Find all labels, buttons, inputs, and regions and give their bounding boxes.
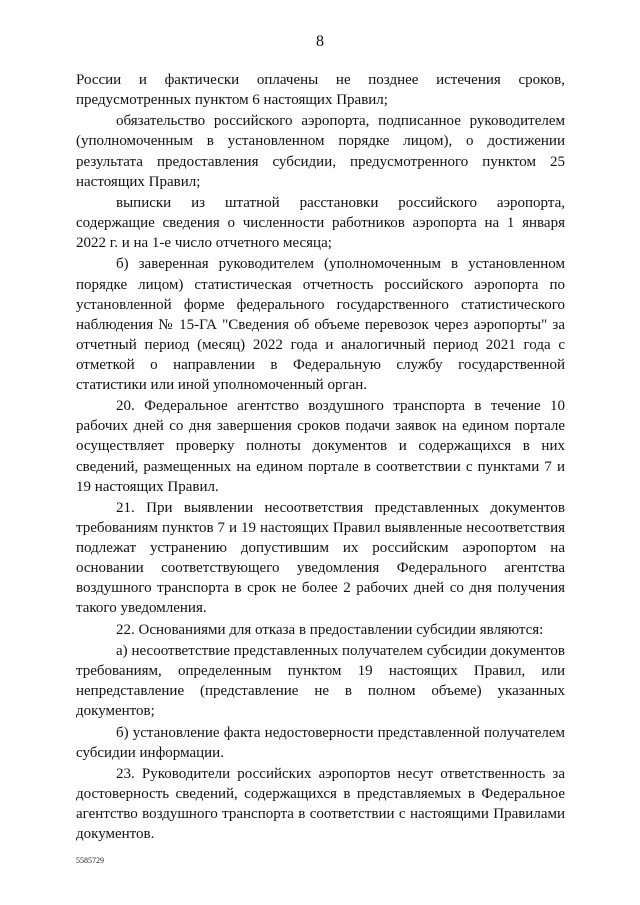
paragraph-clause-22-a: а) несоответствие представленных получателем субсидии документов требованиям, определенным пунктом 19 настоящих Правил, или непредставление (представление не в полном объеме) указанных документов;: [76, 642, 565, 720]
paragraph-clause-23: 23. Руководители российских аэропортов несут ответственность за достоверность сведений, содержащихся в представляемых в Федеральное агентство воздушного транспорта в соответствии с настоящими Правилами документов.: [76, 765, 565, 843]
paragraph-continuation: России и фактически оплачены не позднее истечения сроков, предусмотренных пунктом 6 настоящих Правил;: [76, 72, 565, 109]
paragraph-clause-22: 22. Основаниями для отказа в предоставлении субсидии являются:: [116, 621, 544, 638]
paragraph-item-b-statistics: б) заверенная руководителем (уполномоченным в установленном порядке лицом) статистическая отчетность российского аэропорта по установленной форме федерального государственного статистического наблюдения № 15-ГА "Сведения об объеме перевозок через аэропорты" за отчетный период (месяц) 2022 года и аналогичный период 2021 года с отметкой о направлении в Федеральную службу государственной статистики или иной уполномоченный орган.: [76, 256, 565, 393]
paragraph-clause-20: 20. Федеральное агентство воздушного транспорта в течение 10 рабочих дней со дня завершения сроков подачи заявок на едином портале осуществляет проверку полноты документов и содержащихся в них сведений, размещенных на едином портале в соответствии с пунктами 7 и 19 настоящих Правил.: [76, 398, 565, 495]
paragraph-clause-21: 21. При выявлении несоответствия представленных документов требованиям пунктов 7 и 19 настоящих Правил выявленные несоответствия подлежат устранению допустившим их российским аэропортом на основании соответствующего уведомления Федерального агентства воздушного транспорта в срок не более 2 рабочих дней со дня получения такого уведомления.: [76, 499, 565, 617]
paragraph-clause-22-b: б) установление факта недостоверности представленной получателем субсидии информации.: [76, 724, 565, 761]
paragraph-staff-extracts: выписки из штатной расстановки российского аэропорта, содержащие сведения о численности работников аэропорта на 1 января 2022 г. и на 1-е число отчетного месяца;: [76, 194, 565, 252]
page-number: 8: [316, 33, 324, 50]
document-body: [76, 70, 565, 845]
paragraph-commitment: обязательство российского аэропорта, подписанное руководителем (уполномоченным в установленном порядке лицом), о достижении результата предоставления субсидии, предусмотренного пунктом 25 настоящих Правил;: [76, 113, 565, 190]
document-code: 5585729: [76, 856, 104, 865]
